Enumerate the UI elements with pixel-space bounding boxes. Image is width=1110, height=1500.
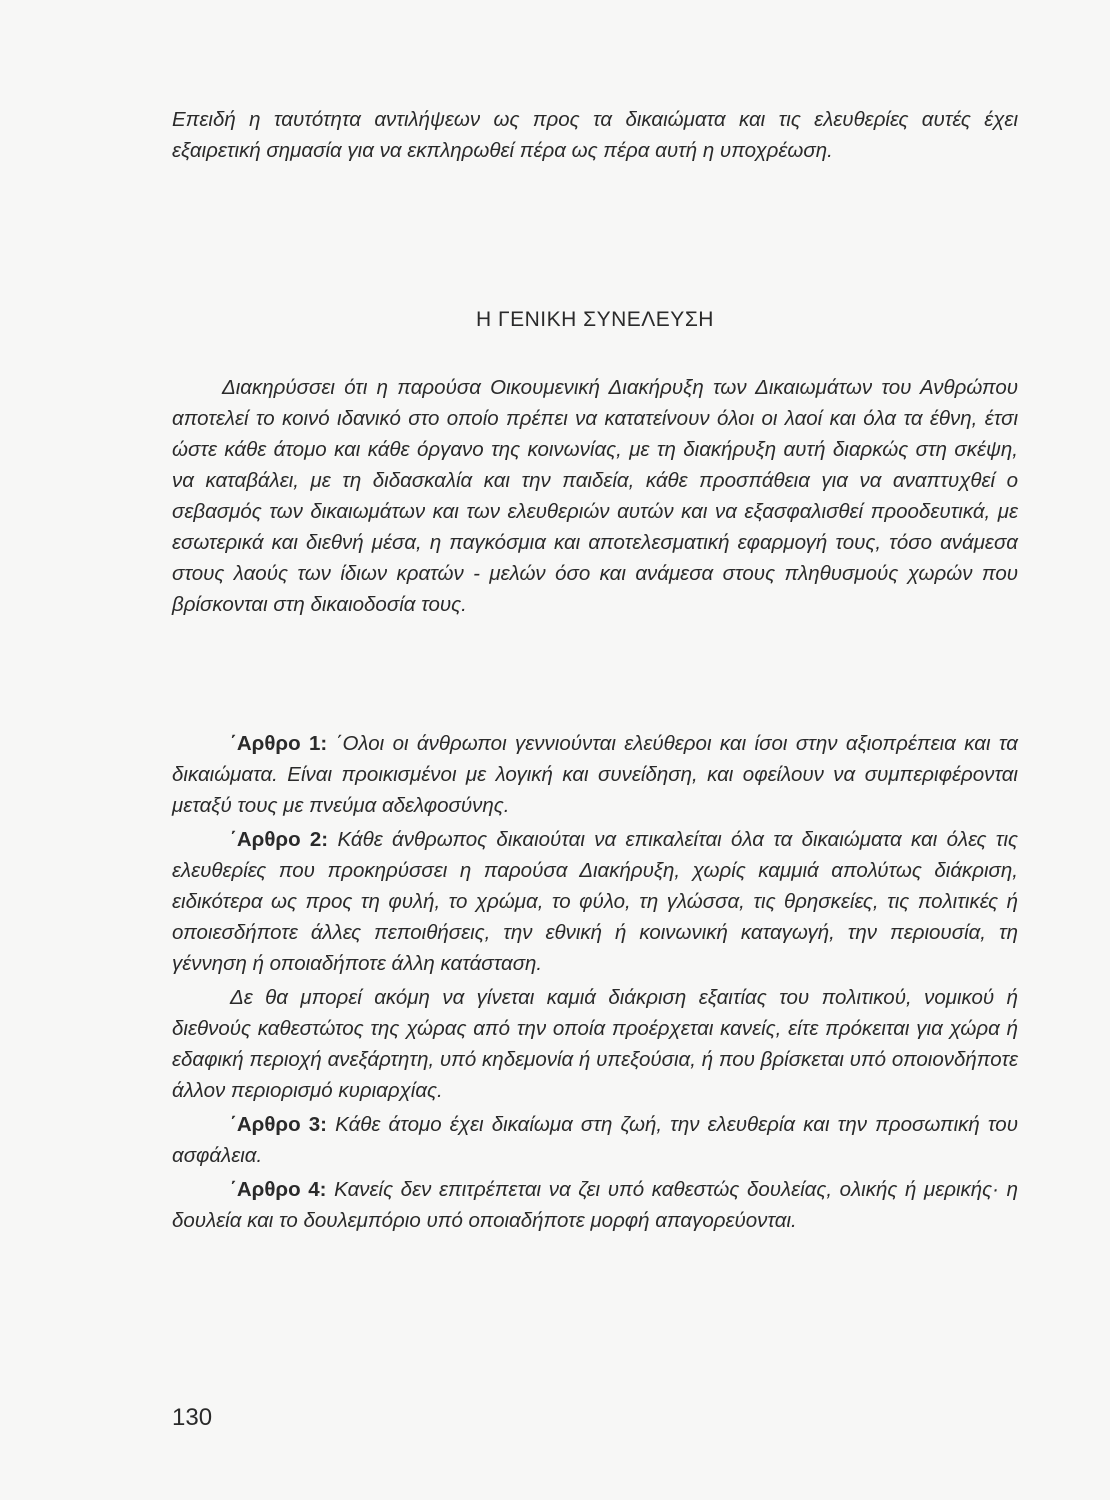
preamble-paragraph: Διακηρύσσει ότι η παρούσα Οικουμενική Διακήρυξη των Δικαιωμάτων του Ανθρώπου αποτελεί το κοινό ιδανικό στο οποίο πρέπει να κατατείνουν όλοι οι λαοί και όλα τα έθνη, έτσι ώστε κάθε άτομο και κάθε όργανο της κοινωνίας, με τη διακήρυξη αυτή διαρκώς στη σκέψη, να καταβάλει, με τη διδασκαλία και την παιδεία, κάθε προσπάθεια για να αναπτυχθεί ο σεβασμός των δικαιωμάτων και των ελευθεριών αυτών και να εξασφαλισθεί προοδευτικά, με εσωτερικά και διεθνή μέσα, η παγκόσμια και αποτελεσματική εφαρμογή τους, τόσο ανάμεσα στους λαούς των ίδιων κρατών - μελών όσο και ανάμεσα στους πληθυσμούς χωρών που βρίσκονται στη δικαιοδοσία τους.	[172, 376, 1018, 616]
article-2	[172, 824, 1018, 979]
article-text: Δε θα μπορεί ακόμη να γίνεται καμιά διάκριση εξαιτίας του πολιτικού, νομικού ή διεθνούς καθεστώτος της χώρας από την οποία προέρχεται κανείς, είτε πρόκειται για χώρα ή εδαφική περιοχή ανεξάρτητη, υπό κηδεμονία ή υπεξούσια, ή που βρίσκεται υπό οποιονδήποτε άλλον περιορισμό κυριαρχίας.	[172, 986, 1018, 1102]
article-label: ΄Αρθρο 3:	[230, 1113, 327, 1136]
article-label: ΄Αρθρο 4:	[230, 1178, 327, 1201]
article-label: ΄Αρθρο 2:	[230, 828, 329, 851]
article-3	[172, 1109, 1018, 1171]
intro-paragraph: Επειδή η ταυτότητα αντιλήψεων ως προς τα δικαιώματα και τις ελευθερίες αυτές έχει εξαιρετική σημασία για να εκπληρωθεί πέρα ως πέρα αυτή η υποχρέωση.	[172, 108, 1018, 162]
article-4	[172, 1174, 1018, 1236]
article-2-continuation	[172, 982, 1018, 1106]
article-label: ΄Αρθρο 1:	[230, 732, 328, 755]
article-text: Κάθε άνθρωπος δικαιούται να επικαλείται όλα τα δικαιώματα και όλες τις ελευθερίες που προκηρύσσει η παρούσα Διακήρυξη, χωρίς καμμιά απολύτως διάκριση, ειδικότερα ως προς τη φυλή, το χρώμα, το φύλο, τη γλώσσα, τις θρησκείες, τις πολιτικές ή οποιεσδήποτε άλλες πεποιθήσεις, την εθνική ή κοινωνική καταγωγή, την περιουσία, τη γέννηση ή οποιαδήποτε άλλη κατάσταση.	[172, 828, 1018, 975]
article-text: ΄Ολοι οι άνθρωποι γεννιούνται ελεύθεροι και ίσοι στην αξιοπρέπεια και τα δικαιώματα. Είναι προικισμένοι με λογική και συνείδηση, και οφείλουν να συμπεριφέρονται μεταξύ τους με πνεύμα αδελφοσύνης.	[172, 732, 1018, 817]
page-number: 130	[172, 1404, 213, 1431]
section-heading: Η ΓΕΝΙΚΗ ΣΥΝΕΛΕΥΣΗ	[476, 308, 714, 331]
articles-section	[172, 728, 1018, 1236]
article-text: Κανείς δεν επιτρέπεται να ζει υπό καθεστώς δουλείας, ολικής ή μερικής· η δουλεία και το δουλεμπόριο υπό οποιαδήποτε μορφή απαγορεύονται.	[172, 1178, 1018, 1232]
article-1	[172, 728, 1018, 821]
article-text: Κάθε άτομο έχει δικαίωμα στη ζωή, την ελευθερία και την προσωπική του ασφάλεια.	[172, 1113, 1018, 1167]
